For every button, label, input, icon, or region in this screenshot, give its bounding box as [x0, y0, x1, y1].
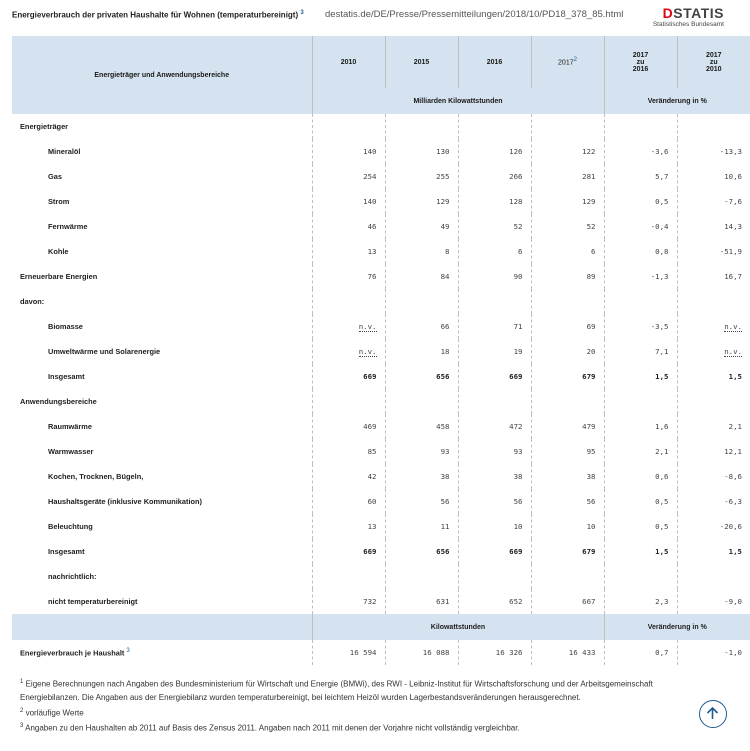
row-label: Anwendungsbereiche	[12, 389, 312, 414]
logo-wordmark: STATIS	[673, 5, 724, 21]
table-row	[12, 239, 750, 264]
table-cell: 16,7	[724, 272, 742, 281]
table-cell: 93	[458, 439, 531, 464]
footnote-mark: 3	[20, 722, 24, 729]
table-cell: 5,7	[604, 164, 677, 189]
change-line: 2017	[705, 51, 722, 59]
table-cell: 266	[458, 164, 531, 189]
change-line: 2016	[632, 65, 649, 73]
table-cell: 656	[385, 539, 458, 564]
table-cell: 669	[458, 364, 531, 389]
table-cell	[312, 314, 385, 339]
row-label: Insgesamt	[12, 539, 312, 564]
table-cell	[677, 289, 750, 314]
table-cell: 129	[385, 189, 458, 214]
column-header-year: 2015	[385, 36, 458, 88]
table-cell: 472	[458, 414, 531, 439]
table-row	[12, 439, 750, 464]
footnote-text: Angaben zu den Haushalten ab 2011 auf Basis des Zensus 2011. Angaben nach 2011 mit denen der Vorjahre nicht vollständig vergleichbar.	[25, 723, 520, 733]
not-available-abbr[interactable]: n.v.	[724, 322, 742, 331]
footnote	[20, 720, 700, 735]
table-cell: 14,3	[724, 222, 742, 231]
table-cell: 52	[531, 214, 604, 239]
table-row	[12, 214, 750, 239]
table-row	[12, 189, 750, 214]
table-cell: 458	[385, 414, 458, 439]
column-header-category: Energieträger und Anwendungsbereiche	[12, 36, 312, 114]
table-cell: 6	[531, 239, 604, 264]
footnotes	[20, 676, 700, 735]
table-cell: 16 326	[458, 640, 531, 665]
table-cell: 126	[458, 139, 531, 164]
table-row	[12, 414, 750, 439]
table-cell: 130	[385, 139, 458, 164]
table-row	[12, 489, 750, 514]
table-cell: 254	[312, 164, 385, 189]
table-cell: 11	[385, 514, 458, 539]
table-cell: 479	[531, 414, 604, 439]
row-label: Insgesamt	[12, 364, 312, 389]
source-url[interactable]: destatis.de/DE/Presse/Pressemitteilungen/2018/10/PD18_378_85.html	[325, 9, 624, 20]
table-row	[12, 589, 750, 614]
table-cell: 19	[458, 339, 531, 364]
table-row	[12, 289, 750, 314]
table-cell	[385, 114, 458, 139]
table-title	[12, 10, 304, 20]
table-cell: 16 433	[531, 640, 604, 665]
footnote	[20, 676, 700, 705]
column-header-change-2010	[677, 36, 750, 88]
table-cell	[677, 389, 750, 414]
table-cell	[312, 339, 385, 364]
footnote-ref[interactable]: 2	[573, 57, 577, 64]
table-cell: 255	[385, 164, 458, 189]
table-cell: 16 088	[385, 640, 458, 665]
table-cell	[677, 114, 750, 139]
logo-letter-d: D	[662, 5, 674, 21]
column-header-year: 2016	[458, 36, 531, 88]
table-row	[12, 389, 750, 414]
table-cell: 38	[385, 464, 458, 489]
table-cell: 56	[458, 489, 531, 514]
table-cell: 71	[458, 314, 531, 339]
table-cell: -3,5	[604, 314, 677, 339]
table-cell: 1,5	[604, 364, 677, 389]
table-cell: 66	[385, 314, 458, 339]
unit-header-kwh: Milliarden Kilowattstunden	[312, 88, 604, 114]
unit-header-change: Veränderung in %	[604, 88, 750, 114]
table-row	[12, 514, 750, 539]
table-cell	[458, 289, 531, 314]
footnote-ref[interactable]: 3	[126, 647, 130, 654]
table-cell	[604, 389, 677, 414]
table-cell: 49	[385, 214, 458, 239]
table-cell: 0,6	[604, 464, 677, 489]
table-cell: 1,5	[728, 372, 742, 381]
table-cell	[677, 314, 750, 339]
scroll-to-top-button[interactable]	[699, 700, 727, 728]
table-cell: 8	[385, 239, 458, 264]
table-cell: 122	[531, 139, 604, 164]
footnote-text: vorläufige Werte	[25, 708, 84, 718]
table-cell: -1,3	[604, 264, 677, 289]
footnote	[20, 705, 700, 720]
table-cell	[604, 114, 677, 139]
row-label: Mineralöl	[12, 139, 312, 164]
table-cell	[677, 339, 750, 364]
table-cell: 669	[312, 364, 385, 389]
table-cell: 732	[312, 589, 385, 614]
table-cell: 1,6	[604, 414, 677, 439]
arrow-up-icon	[705, 706, 720, 721]
table-cell: 631	[385, 589, 458, 614]
row-label: Warmwasser	[12, 439, 312, 464]
table-cell: 52	[458, 214, 531, 239]
table-cell	[312, 289, 385, 314]
row-label: nachrichtlich:	[12, 564, 312, 589]
table-cell: 1,5	[604, 539, 677, 564]
table-cell	[385, 389, 458, 414]
table-cell: 669	[312, 539, 385, 564]
table-cell: -0,4	[604, 214, 677, 239]
destatis-logo[interactable]	[653, 6, 724, 29]
row-label: Umweltwärme und Solarenergie	[12, 339, 312, 364]
unit-header-kwh-household: Kilowattstunden	[312, 614, 604, 640]
table-cell	[531, 114, 604, 139]
table-cell: 128	[458, 189, 531, 214]
table-cell: 1,5	[728, 547, 742, 556]
table-cell	[531, 389, 604, 414]
table-cell	[677, 564, 750, 589]
table-cell: 84	[385, 264, 458, 289]
energy-table	[12, 36, 750, 665]
table-cell: 90	[458, 264, 531, 289]
row-label: Energieträger	[12, 114, 312, 139]
table-cell: 42	[312, 464, 385, 489]
table-row-household	[12, 640, 750, 665]
row-label: Kohle	[12, 239, 312, 264]
table-cell	[312, 389, 385, 414]
table-row	[12, 464, 750, 489]
table-cell: -3,6	[604, 139, 677, 164]
table-cell: 60	[312, 489, 385, 514]
table-cell	[312, 114, 385, 139]
table-row	[12, 139, 750, 164]
row-label: davon:	[12, 289, 312, 314]
table-cell: 38	[531, 464, 604, 489]
table-cell: 20	[531, 339, 604, 364]
table-cell: 0,7	[604, 640, 677, 665]
table-cell: 93	[385, 439, 458, 464]
footnote-mark: 1	[20, 679, 24, 685]
not-available-abbr[interactable]: n.v.	[358, 322, 377, 331]
table-cell: 56	[385, 489, 458, 514]
page-header	[12, 6, 732, 30]
table-cell: 679	[531, 364, 604, 389]
table-cell	[385, 564, 458, 589]
row-label: Erneuerbare Energien	[12, 264, 312, 289]
table-cell: 669	[458, 539, 531, 564]
household-label: Energieverbrauch je Haushalt	[20, 648, 125, 658]
table-row	[12, 164, 750, 189]
change-line: 2017	[632, 51, 649, 59]
table-row	[12, 364, 750, 389]
table-cell: 13	[312, 514, 385, 539]
table-row	[12, 114, 750, 139]
change-line: zu	[636, 58, 645, 66]
table-cell	[458, 114, 531, 139]
table-cell: 13	[312, 239, 385, 264]
table-cell	[458, 389, 531, 414]
table-cell: 129	[531, 189, 604, 214]
table-cell: 667	[531, 589, 604, 614]
table-cell: 2,1	[604, 439, 677, 464]
column-header-change-2016	[604, 36, 677, 88]
table-cell	[531, 289, 604, 314]
change-line: 2010	[705, 65, 722, 73]
not-available-abbr[interactable]: n.v.	[358, 347, 377, 356]
table-cell: 16 594	[312, 640, 385, 665]
table-cell: -6,3	[724, 497, 742, 506]
row-label: Strom	[12, 189, 312, 214]
table-cell: 6	[458, 239, 531, 264]
year-2017-label: 2017	[558, 59, 574, 67]
row-label: Gas	[12, 164, 312, 189]
table-cell: -1,0	[724, 648, 742, 657]
column-header-year-2017	[531, 36, 604, 88]
row-label: Beleuchtung	[12, 514, 312, 539]
row-label: Haushaltsgeräte (inklusive Kommunikation)	[12, 489, 312, 514]
table-cell: 0,5	[604, 189, 677, 214]
row-label	[12, 640, 312, 665]
table-cell: 46	[312, 214, 385, 239]
table-cell: 85	[312, 439, 385, 464]
table-cell: 140	[312, 189, 385, 214]
table-row	[12, 539, 750, 564]
table-cell	[604, 289, 677, 314]
table-body	[12, 114, 750, 614]
row-label: Raumwärme	[12, 414, 312, 439]
table-cell: 469	[312, 414, 385, 439]
table-cell: -51,9	[719, 247, 742, 256]
table-cell: 652	[458, 589, 531, 614]
table-cell: 2,3	[604, 589, 677, 614]
table-cell: 95	[531, 439, 604, 464]
table-cell: 10	[458, 514, 531, 539]
table-cell: 76	[312, 264, 385, 289]
table-cell: -8,6	[724, 472, 742, 481]
table-cell: 12,1	[724, 447, 742, 456]
table-cell: 38	[458, 464, 531, 489]
table-cell: -9,0	[724, 597, 742, 606]
row-label: Biomasse	[12, 314, 312, 339]
table-cell	[385, 289, 458, 314]
change-line: zu	[709, 58, 718, 66]
row-label: Fernwärme	[12, 214, 312, 239]
table-cell: 656	[385, 364, 458, 389]
table-cell	[458, 564, 531, 589]
table-cell	[531, 564, 604, 589]
table-cell: 0,5	[604, 514, 677, 539]
table-cell: 7,1	[604, 339, 677, 364]
table-title-text: Energieverbrauch der privaten Haushalte für Wohnen (temperaturbereinigt)	[12, 10, 299, 20]
table-cell: 89	[531, 264, 604, 289]
table-cell: 140	[312, 139, 385, 164]
table-cell	[312, 564, 385, 589]
title-footnote-ref[interactable]: 3	[300, 10, 304, 16]
table-cell: -20,6	[719, 522, 742, 531]
table-cell: 2,1	[728, 422, 742, 431]
table-cell: -7,6	[724, 197, 742, 206]
table-cell: 679	[531, 539, 604, 564]
table-cell: 10,6	[724, 172, 742, 181]
table-cell: 56	[531, 489, 604, 514]
footnote-text: Eigene Berechnungen nach Angaben des Bundesministerium für Wirtschaft und Energie (BMWi), des RWI - Leibniz-Institut für Wirtschaftsforschung und der Arbeitsgemeinschaft Energiebilanzen. Die Angaben aus der Energiebilanz wurden temperaturbereinigt, bei leichtem Heizöl wurden Lagerbestandsveränderungen herausgerechnet.	[20, 679, 653, 703]
unit-header-change-household: Veränderung in %	[604, 614, 750, 640]
table-cell: -13,3	[719, 147, 742, 156]
row-label: nicht temperaturbereinigt	[12, 589, 312, 614]
footnote-mark: 2	[20, 707, 24, 714]
table-cell: 69	[531, 314, 604, 339]
table-cell: 0,8	[604, 239, 677, 264]
table-row	[12, 264, 750, 289]
logo-subtitle: Statistisches Bundesamt	[652, 21, 724, 28]
table-cell: 18	[385, 339, 458, 364]
table-row	[12, 339, 750, 364]
table-cell: 281	[531, 164, 604, 189]
table-row	[12, 564, 750, 589]
table-cell: 0,5	[604, 489, 677, 514]
row-label: Kochen, Trocknen, Bügeln,	[12, 464, 312, 489]
column-header-year: 2010	[312, 36, 385, 88]
band-blank	[12, 614, 312, 640]
table-row	[12, 314, 750, 339]
not-available-abbr[interactable]: n.v.	[724, 347, 742, 356]
table-cell	[604, 564, 677, 589]
table-cell: 10	[531, 514, 604, 539]
